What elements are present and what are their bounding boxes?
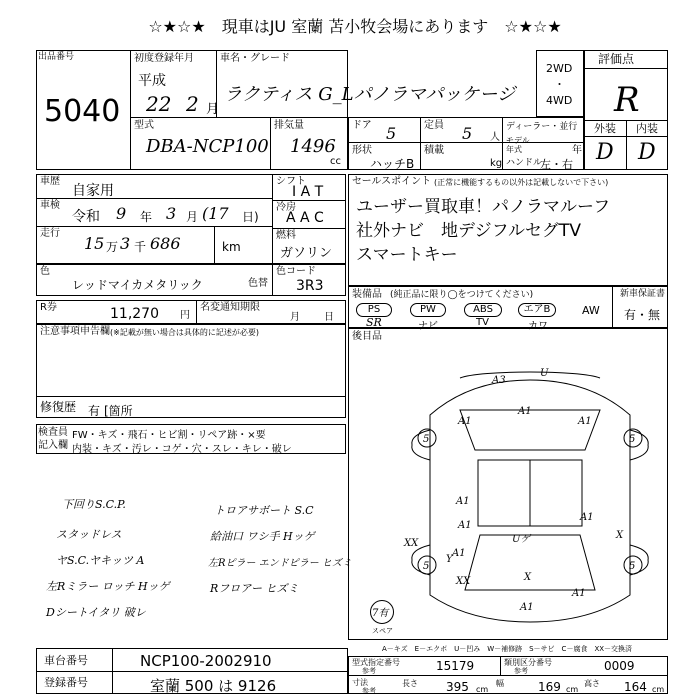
fuel-label: 燃料: [276, 230, 296, 241]
fuel-value: ガソリン: [280, 246, 333, 261]
capacity-unit: 人: [490, 132, 500, 143]
equip-ps: PS: [356, 303, 392, 317]
model-no-ref: 参考: [362, 667, 376, 675]
inspection-year-unit: 年: [140, 210, 153, 224]
inspector-row-2: 内装・キズ・汚レ・コゲ・穴・スレ・キレ・破レ: [72, 444, 292, 455]
mark-a1-2: A1: [518, 406, 532, 417]
width-label: 幅: [496, 679, 504, 688]
length-value: 395: [446, 680, 469, 694]
dimension-ref: 参考: [362, 687, 376, 695]
tax-month: 月: [290, 312, 300, 323]
note-right-3: 左Rピラー エンドピラー ヒズミ: [208, 558, 352, 569]
new-car-guarantee-label: 新車保証書: [620, 289, 666, 299]
chassis-value: NCP100-2002910: [140, 652, 272, 670]
dealer-label: ディーラー・並行: [506, 122, 578, 132]
mark-y: Y: [446, 554, 453, 565]
note-left-4: 左Rミラー ロッチ Hッゲ: [46, 580, 170, 593]
recycle-value: 11,270: [110, 306, 159, 322]
inspector-label-1: 検査員: [38, 427, 68, 438]
inspector-label-2: 記入欄: [38, 440, 68, 451]
notes-sub: (※記載が無い場合は具体的に記述が必要): [110, 328, 259, 337]
mileage-label: 走行: [40, 228, 60, 239]
equip-leather: カワ: [528, 321, 548, 332]
rating-label: 評価点: [598, 52, 635, 66]
displacement-value: 1496: [290, 136, 336, 157]
doors-value: 5: [386, 124, 397, 143]
sales-point-sub: (正常に機能するもの以外は記載しないで下さい): [434, 178, 609, 187]
tax-label: 名変通知期限: [200, 302, 260, 313]
mark-a1-4: A1: [580, 512, 594, 523]
damage-legend: A－キズ E－エクボ U－凹み W－補修跡 S－サビ C－腐食 XX－交換済: [382, 645, 633, 653]
registration-year: 22: [146, 92, 172, 116]
rating-value: R: [614, 80, 640, 120]
class-no-label: 類別区分番号: [504, 658, 552, 667]
equip-abs: ABS: [464, 303, 502, 317]
mark-uge: Uゲ: [512, 534, 531, 545]
usage-label: 車歴: [40, 176, 60, 187]
exterior-value: D: [596, 140, 614, 165]
recycle-unit: 円: [180, 310, 190, 321]
inspection-era: 令和: [72, 209, 100, 225]
spare-tire-label: スペア: [372, 627, 393, 635]
sales-point-line-3: スマートキー: [356, 245, 458, 265]
class-no-ref: 参考: [514, 667, 528, 675]
load-label: 積載: [424, 145, 444, 156]
inspection-month-unit: 月: [186, 210, 199, 224]
inspector-row-1: FW・キズ・飛石・ヒビ割・リペア跡・×要: [72, 430, 266, 441]
mark-xx-l: XX: [404, 538, 419, 549]
height-unit: cm: [652, 685, 665, 694]
height-value: 164: [624, 680, 647, 694]
mileage-man-unit: 万: [106, 240, 119, 254]
mark-5-fl: 5: [423, 434, 430, 445]
inspection-month: 3: [166, 204, 177, 223]
plate-value: 室蘭 500 は 9126: [150, 677, 277, 695]
shift-label: シフト: [276, 176, 306, 187]
equip-aw: AW: [582, 304, 600, 317]
mark-5-rr: 5: [629, 561, 636, 572]
equip-tv: TV: [476, 317, 489, 328]
model-year-unit: 年: [572, 145, 582, 156]
repair-value: 有: [88, 404, 101, 418]
displacement-unit: cc: [330, 156, 341, 167]
drive-2wd: 2WD: [546, 62, 573, 75]
length-unit: cm: [476, 685, 489, 694]
equip-sr: SR: [366, 316, 382, 329]
length-label: 長さ: [402, 679, 418, 688]
lot-number: 5040: [44, 94, 121, 129]
color-code-label: 色コード: [276, 266, 316, 277]
mark-a1-5: A1: [456, 496, 470, 507]
mark-a1-6: A1: [458, 520, 472, 531]
height-label: 高さ: [584, 679, 600, 688]
mark-5-rl: 5: [423, 561, 430, 572]
mileage-unit: km: [222, 240, 241, 254]
shape-value: ハッチB: [370, 157, 415, 171]
width-unit: cm: [566, 685, 579, 694]
mileage-rest: 686: [150, 234, 181, 253]
note-left-1: 下回りS.C.P.: [62, 498, 126, 511]
mark-a1-1: A1: [458, 416, 472, 427]
mark-x-1: X: [616, 530, 624, 541]
equip-navi: ナビ: [418, 321, 438, 332]
handle-label: ハンドル: [506, 158, 543, 168]
capacity-label: 定員: [424, 120, 444, 131]
mark-a1-7: A1: [452, 548, 466, 559]
interior-value: D: [638, 140, 656, 165]
registration-month-unit: 月: [206, 102, 220, 117]
mark-xx-rear: XX: [456, 576, 471, 587]
model-year-label: モデル年式: [506, 136, 530, 154]
displacement-label: 排気量: [274, 120, 304, 131]
mileage-sen: 3: [120, 234, 131, 253]
tax-day: 日: [324, 312, 334, 323]
class-no-value: 0009: [604, 659, 635, 673]
equip-pw: PW: [410, 303, 446, 317]
load-unit: kg: [490, 158, 503, 169]
registration-month: 2: [186, 92, 199, 116]
equipment-label: 装備品: [352, 289, 382, 300]
inspection-day-unit: 日): [242, 210, 259, 224]
header-notice: ☆★☆★ 現車はJU 室蘭 苫小牧会場にあります ☆★☆★: [148, 17, 562, 36]
rear-seat-label: 後目品: [352, 331, 382, 342]
car-name-label: 車名・グレード: [220, 53, 290, 64]
mark-5-fr: 5: [629, 434, 636, 445]
mark-a3: A3: [492, 375, 506, 386]
drive-4wd: 4WD: [546, 94, 573, 107]
interior-label: 内装: [636, 122, 658, 135]
mileage-man: 15: [84, 234, 105, 253]
inspection-label: 車検: [40, 200, 60, 211]
notes-label: 注意事項申告欄: [40, 326, 110, 337]
equipment-sub: (純正品に限り◯をつけてください): [390, 290, 534, 300]
sales-point-label: セールスポイント: [352, 176, 432, 187]
new-car-guarantee-value: 有・無: [624, 308, 661, 322]
spare-tire-mark: 7有: [372, 608, 389, 619]
note-left-3: ヤS.C.ヤキッツ A: [56, 554, 145, 567]
ac-value: A A C: [286, 210, 324, 226]
width-value: 169: [538, 680, 561, 694]
registration-era: 平成: [138, 73, 166, 89]
plate-label: 登録番号: [44, 676, 88, 689]
color-code: 3R3: [296, 278, 324, 294]
note-left-2: スタッドレス: [56, 528, 122, 541]
car-damage-diagram: [400, 360, 660, 630]
note-right-2: 給油口 ワシ手 Hッゲ: [210, 530, 315, 543]
inspection-year: 9: [116, 204, 127, 223]
repair-location: [箇所: [104, 404, 133, 418]
model-value: DBA-NCP100: [146, 136, 269, 157]
repair-label: 修復歴: [40, 400, 77, 414]
exterior-label: 外装: [594, 122, 616, 135]
handle-value: 左・右: [540, 158, 573, 171]
doors-label: ドア: [352, 120, 372, 131]
note-right-4: Rフロアー ヒズミ: [210, 582, 299, 595]
note-right-1: トロアサボート S.C: [214, 504, 314, 517]
car-name-value: ラクティス G_Lパノラマパッケージ: [224, 84, 516, 105]
registration-label: 初度登録年月: [134, 53, 194, 64]
model-label: 型式: [134, 120, 154, 131]
mileage-sen-unit: 千: [134, 240, 147, 254]
model-no-value: 15179: [436, 659, 475, 673]
mark-u: U: [540, 368, 549, 379]
sales-point-line-1: ユーザー買取車！パノラマルーフ: [356, 197, 611, 217]
mark-x-2: X: [524, 572, 532, 583]
equip-airbag: エアB: [518, 303, 556, 317]
ac-label: 冷房: [276, 202, 296, 213]
usage-value: 自家用: [72, 183, 114, 199]
color-change-label: 色替: [248, 278, 268, 289]
mark-a1-8: A1: [520, 602, 534, 613]
sales-point-line-2: 社外ナビ 地デジフルセグTV: [356, 221, 581, 241]
chassis-label: 車台番号: [44, 654, 88, 667]
recycle-label: R券: [40, 302, 57, 313]
lot-label: 出品番号: [38, 52, 75, 62]
dimension-label: 寸法: [352, 678, 368, 687]
drive-dot: ・: [554, 78, 565, 91]
mark-a1-3: A1: [578, 416, 592, 427]
capacity-value: 5: [462, 124, 473, 143]
shape-label: 形状: [352, 145, 372, 156]
mark-a1-9: A1: [572, 588, 586, 599]
color-label: 色: [40, 266, 50, 277]
shift-value: I A T: [292, 184, 324, 200]
model-no-label: 型式指定番号: [352, 658, 400, 667]
note-left-5: Dシートイタリ 破レ: [46, 606, 146, 619]
inspection-day: (17: [202, 204, 229, 223]
color-value: レッドマイカメタリック: [72, 278, 203, 292]
